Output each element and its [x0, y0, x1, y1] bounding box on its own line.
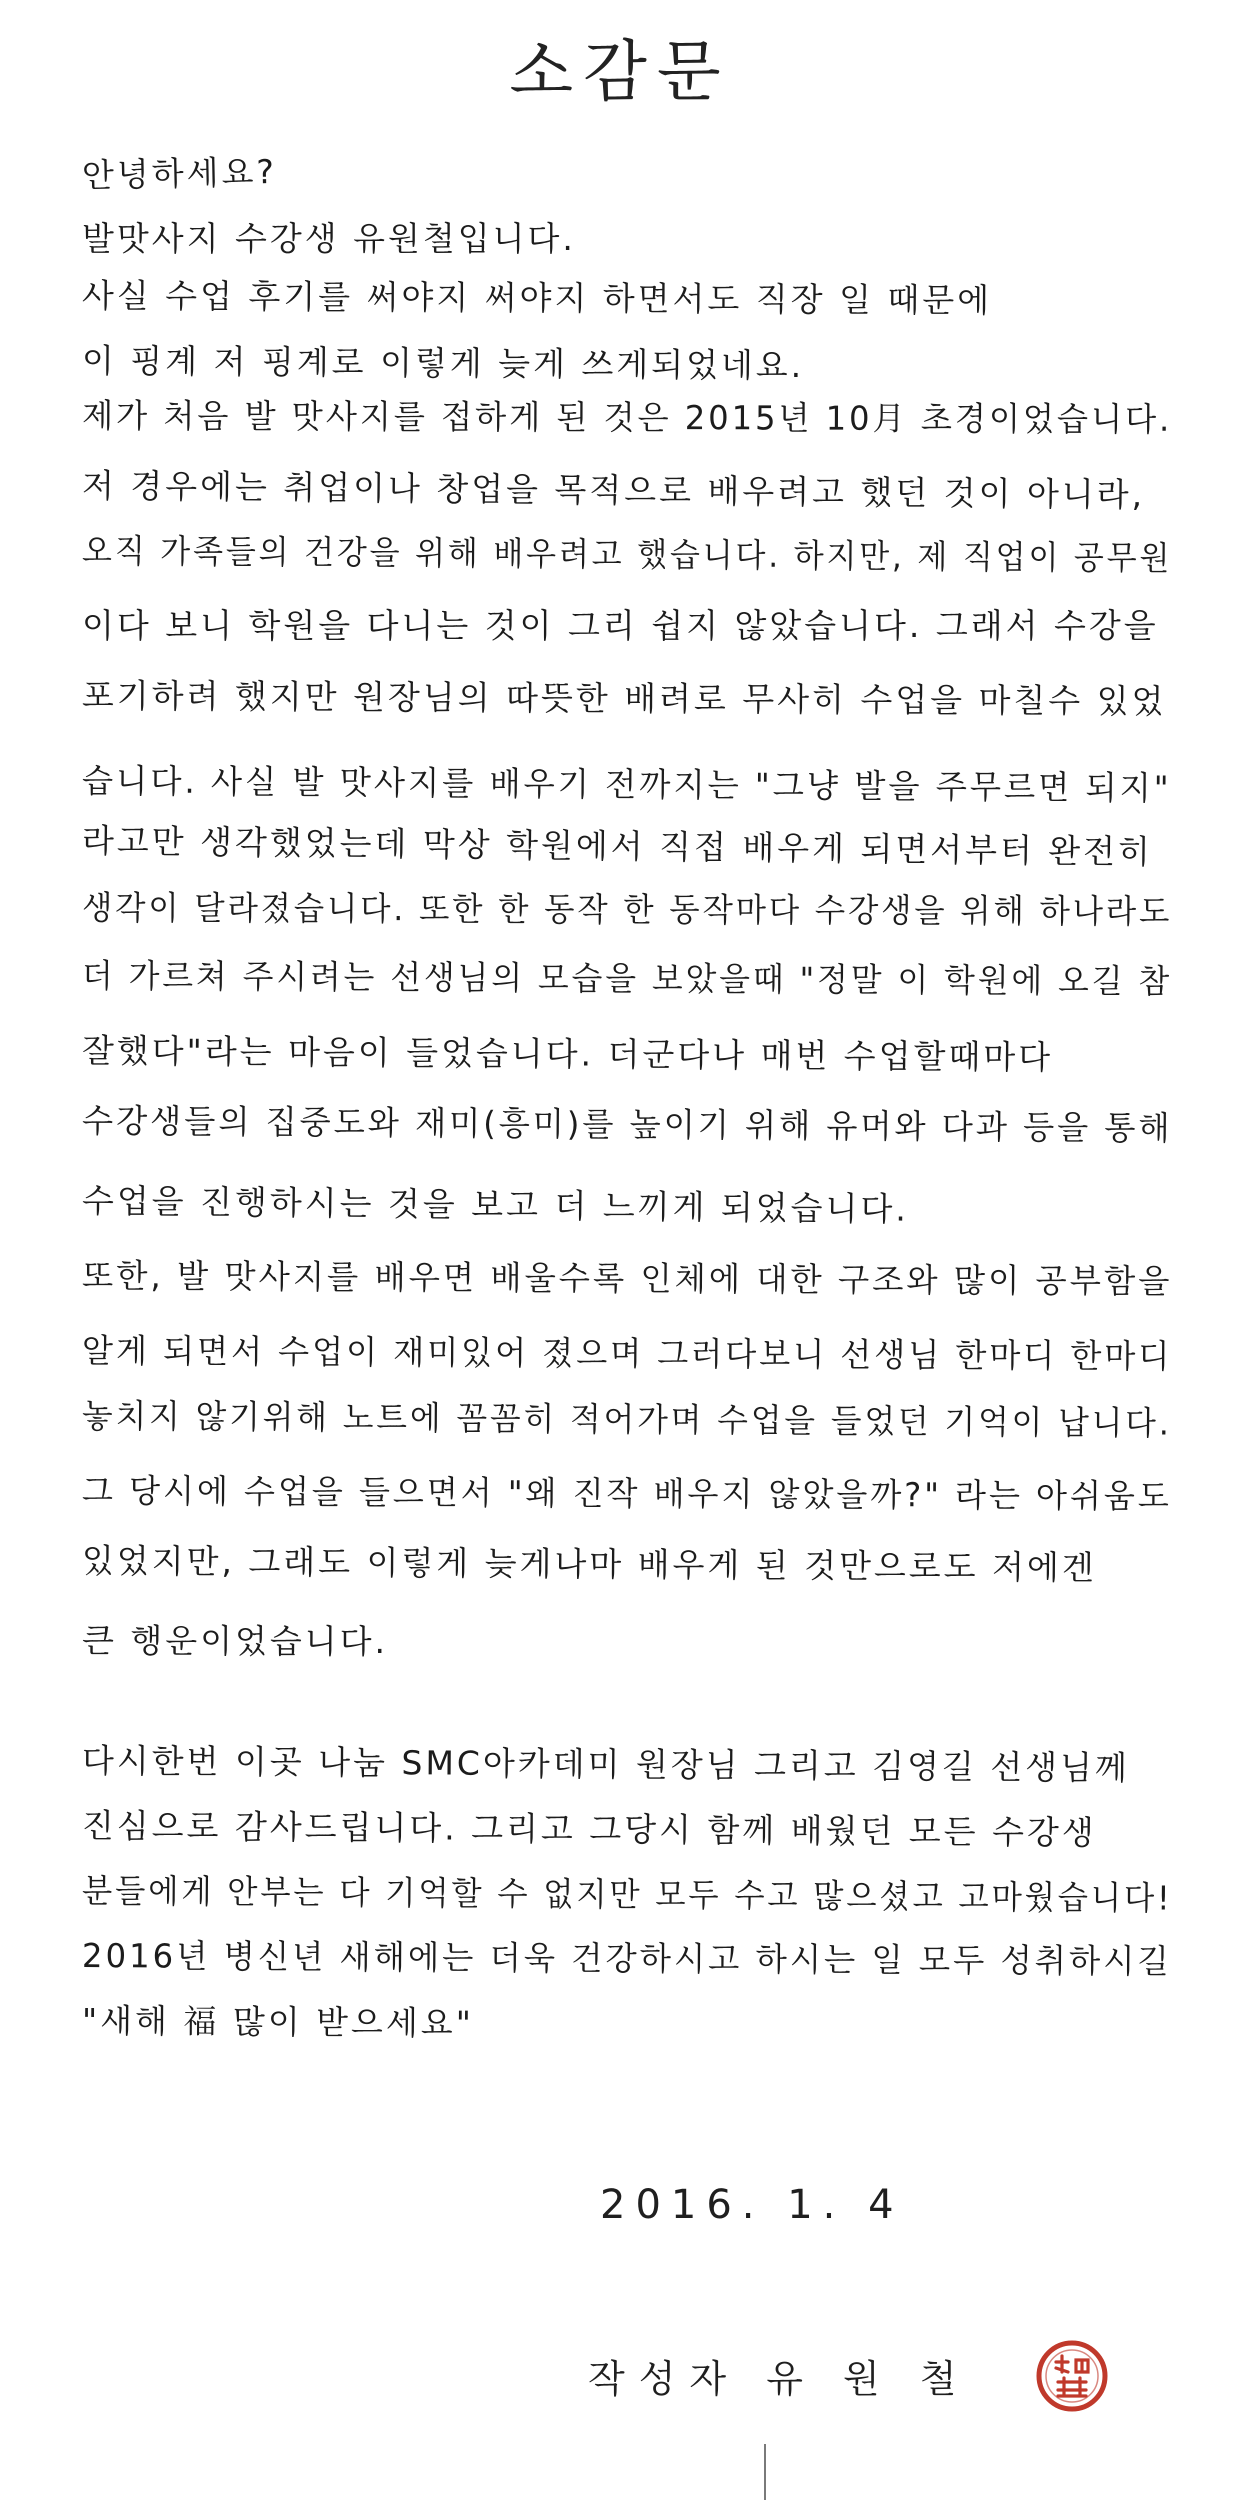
letter-line: 안녕하세요?: [81, 151, 278, 195]
author-signature: 작성자 유 원 철: [588, 2357, 971, 2401]
letter-line: 분들에게 안부는 다 기억할 수 없지만 모두 수고 많으셨고 고마웠습니다!: [81, 1871, 1173, 1918]
letter-date: 2016. 1. 4: [600, 2182, 904, 2228]
scan-edge-mark: [764, 2444, 766, 2500]
red-seal-stamp: [1034, 2338, 1110, 2414]
letter-line: 발맛사지 수강생 유원철입니다.: [82, 219, 576, 258]
letter-line: 오직 가족들의 건강을 위해 배우려고 했습니다. 하지만, 제 직업이 공무원: [81, 531, 1173, 578]
letter-line: 그 당시에 수업을 들으면서 "왜 진작 배우지 않았을까?" 라는 아쉬움도: [81, 1471, 1172, 1516]
letter-line: 또한, 발 맛사지를 배우면 배울수록 인체에 대한 구조와 많이 공부함을: [81, 1256, 1173, 1301]
letter-line: 이 핑계 저 핑계로 이렇게 늦게 쓰게되었네요.: [81, 341, 805, 386]
letter-line: 놓치지 않기위해 노트에 꼼꼼히 적어가며 수업을 들었던 기억이 납니다.: [81, 1396, 1172, 1443]
letter-title: 소감문: [509, 33, 731, 110]
letter-line: 사실 수업 후기를 써야지 써야지 하면서도 직장 일 때문에: [81, 276, 993, 320]
letter-line: 수강생들의 집중도와 재미(흥미)를 높이기 위해 유머와 다과 등을 통해: [81, 1101, 1173, 1148]
letter-line: 습니다. 사실 발 맛사지를 배우기 전까지는 "그냥 발을 주무르면 되지": [81, 761, 1172, 808]
letter-line: "새해 福 많이 받으세요": [81, 2001, 474, 2043]
letter-line: 있었지만, 그래도 이렇게 늦게나마 배우게 된 것만으로도 저에겐: [81, 1541, 1097, 1588]
letter-line: 수업을 진행하시는 것을 보고 더 느끼게 되었습니다.: [81, 1181, 910, 1229]
letter-line: 큰 행운이었습니다.: [81, 1621, 389, 1662]
letter-line: 저 경우에는 취업이나 창업을 목적으로 배우려고 했던 것이 아니라,: [81, 466, 1146, 515]
letter-line: 알게 되면서 수업이 재미있어 졌으며 그러다보니 선생님 한마디 한마디: [81, 1331, 1173, 1376]
letter-line: 다시한번 이곳 나눔 SMC아카데미 원장님 그리고 김영길 선생님께: [81, 1741, 1130, 1788]
letter-line: 포기하려 했지만 원장님의 따뜻한 배려로 무사히 수업을 마칠수 있었: [81, 676, 1167, 721]
letter-line: 이다 보니 학원을 다니는 것이 그리 쉽지 않았습니다. 그래서 수강을: [82, 606, 1159, 645]
letter-line: 라고만 생각했었는데 막상 학원에서 직접 배우게 되면서부터 완전히: [81, 821, 1154, 872]
letter-line: 2016년 병신년 새해에는 더욱 건강하시고 하시는 일 모두 성취하시길: [81, 1936, 1172, 1981]
letter-line: 더 가르쳐 주시려는 선생님의 모습을 보았을때 "정말 이 학원에 오길 참: [81, 956, 1173, 1001]
letter-line: 제가 처음 발 맛사지를 접하게 된 것은 2015년 10月 초경이었습니다.: [81, 396, 1173, 439]
letter-line: 잘했다"라는 마음이 들었습니다. 더군다나 매번 수업할때마다: [81, 1031, 1054, 1077]
letter-line: 생각이 달라졌습니다. 또한 한 동작 한 동작마다 수강생을 위해 하나라도: [81, 888, 1173, 931]
letter-line: 진심으로 감사드립니다. 그리고 그당시 함께 배웠던 모든 수강생: [81, 1806, 1097, 1853]
